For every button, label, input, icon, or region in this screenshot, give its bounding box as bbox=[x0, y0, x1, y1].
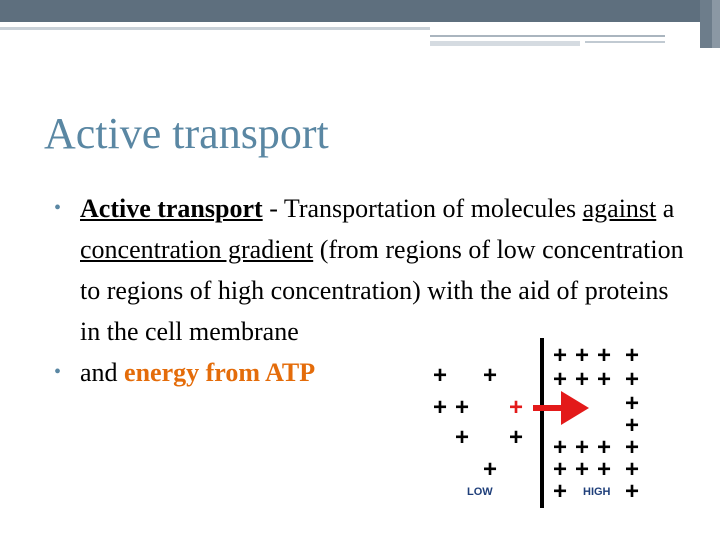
low-side-ion: + bbox=[455, 394, 470, 421]
high-side-ion: + bbox=[553, 434, 568, 461]
high-side-ion: + bbox=[597, 366, 612, 393]
high-side-ion: + bbox=[575, 342, 590, 369]
high-side-ion: + bbox=[597, 456, 612, 483]
concentration-gradient-diagram bbox=[425, 338, 655, 510]
high-concentration-label: HIGH bbox=[583, 486, 611, 498]
term-active-transport: Active transport bbox=[80, 194, 263, 223]
high-side-ion: + bbox=[575, 434, 590, 461]
low-concentration-label: LOW bbox=[467, 486, 493, 498]
energy-text-1: and bbox=[80, 358, 125, 387]
top-bar-right-stripe bbox=[712, 0, 720, 48]
top-rule-1 bbox=[0, 27, 430, 30]
low-side-ion: + bbox=[455, 424, 470, 451]
definition-text-2: a bbox=[656, 194, 675, 223]
definition-text-1: - Transportation of molecules bbox=[262, 194, 583, 223]
cell-membrane-line bbox=[540, 338, 544, 508]
energy-from-atp: energy from ATP bbox=[124, 358, 316, 387]
transport-arrow-head bbox=[561, 391, 589, 425]
top-rule-4 bbox=[585, 41, 665, 43]
high-side-ion: + bbox=[625, 412, 640, 439]
high-side-ion: + bbox=[597, 342, 612, 369]
high-side-ion: + bbox=[553, 342, 568, 369]
high-side-ion: + bbox=[625, 456, 640, 483]
low-side-ion: + bbox=[509, 424, 524, 451]
underlined-concentration-gradient: concentration gradient bbox=[80, 235, 314, 264]
low-side-ion: + bbox=[483, 362, 498, 389]
high-side-ion: + bbox=[625, 478, 640, 505]
high-side-ion: + bbox=[597, 434, 612, 461]
slide-title: Active transport bbox=[44, 109, 329, 158]
high-side-ion: + bbox=[625, 366, 640, 393]
top-rule-3 bbox=[430, 41, 580, 46]
top-rule-2 bbox=[430, 35, 665, 37]
bullet-marker: • bbox=[54, 197, 62, 219]
underlined-against: against bbox=[582, 194, 657, 223]
top-bar bbox=[0, 0, 705, 22]
high-side-ion: + bbox=[625, 342, 640, 369]
bullet-item-definition bbox=[44, 188, 684, 352]
high-side-ion: + bbox=[625, 390, 640, 417]
high-side-ion: + bbox=[625, 434, 640, 461]
definition-text-3: (from regions of low concentration to regions of high concentration) with the aid of proteins in the cell membrane bbox=[80, 235, 684, 346]
low-side-ion: + bbox=[433, 394, 448, 421]
high-side-ion: + bbox=[575, 366, 590, 393]
high-side-ion: + bbox=[553, 366, 568, 393]
low-side-ion: + bbox=[433, 362, 448, 389]
high-side-ion: + bbox=[575, 456, 590, 483]
transported-ion: + bbox=[509, 394, 524, 421]
bullet-marker: • bbox=[54, 361, 62, 383]
transport-arrow-shaft bbox=[533, 405, 563, 411]
high-side-ion: + bbox=[553, 456, 568, 483]
high-side-ion: + bbox=[553, 478, 568, 505]
low-side-ion: + bbox=[483, 456, 498, 483]
